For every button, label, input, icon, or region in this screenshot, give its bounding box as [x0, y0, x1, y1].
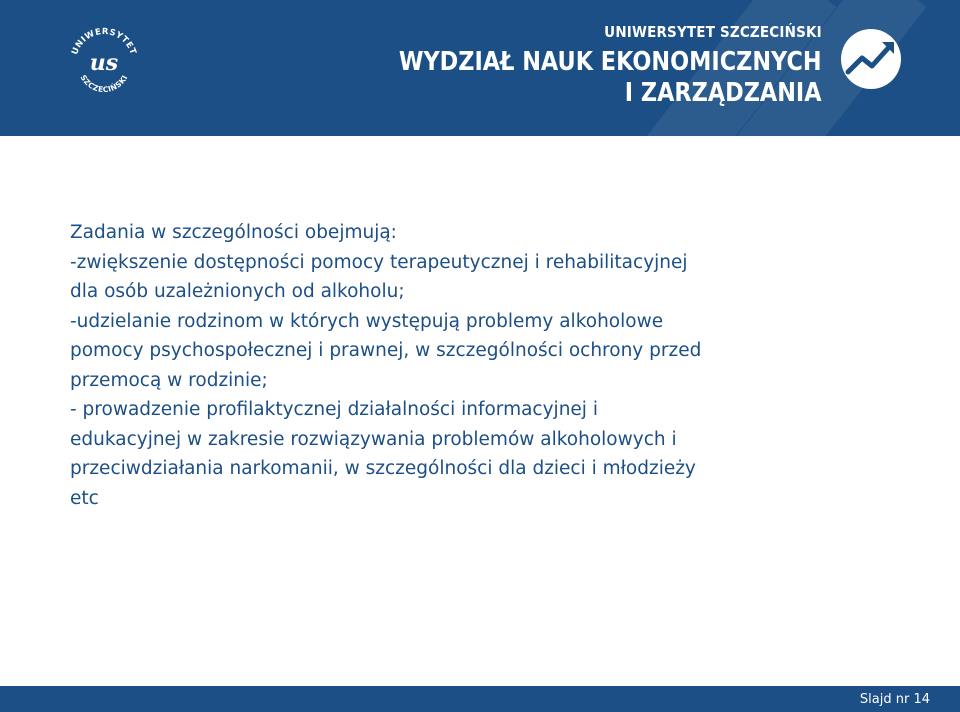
seal-monogram: us: [89, 50, 119, 76]
faculty-line-2: I ZARZĄDZANIA: [625, 78, 822, 108]
list-item: [70, 307, 830, 396]
slide-body: [70, 218, 830, 513]
text-line: - prowadzenie profilaktycznej działalności informacyjnej i: [70, 399, 598, 420]
list-item: [70, 395, 830, 513]
slide-heading: Zadania w szczególności obejmują:: [70, 222, 397, 243]
text-line: edukacyjnej w zakresie rozwiązywania problemów alkoholowych i: [70, 428, 677, 450]
university-name: UNIWERSYTET SZCZECIŃSKI: [604, 23, 822, 41]
list-item: [70, 248, 830, 307]
slide-number: Slajd nr 14: [859, 692, 930, 707]
text-line: przemocą w rodzinie;: [70, 369, 268, 391]
header-banner: [0, 0, 960, 136]
footer-bar: [0, 686, 960, 712]
text-line: pomocy psychospołecznej i prawnej, w szczególności ochrony przed: [70, 340, 702, 361]
text-line: przeciwdziałania narkomanii, w szczególności dla dzieci i młodzieży: [70, 458, 696, 479]
text-line: etc: [70, 487, 99, 509]
seal-text-bottom: SZCZECIŃSKI: [78, 73, 130, 95]
university-seal-icon: [66, 24, 142, 100]
faculty-line-1: WYDZIAŁ NAUK EKONOMICZNYCH: [399, 47, 822, 77]
seal-text-top: UNIWERSYTET: [70, 26, 138, 57]
text-line: -udzielanie rodzinom w których występują problemy alkoholowe: [70, 310, 664, 332]
faculty-logo-icon: [840, 28, 902, 90]
text-line: -zwiększenie dostępności pomocy terapeutycznej i rehabilitacyjnej: [70, 251, 688, 273]
text-line: dla osób uzależnionych od alkoholu;: [70, 281, 405, 302]
svg-text:SZCZECIŃSKI: [79, 73, 130, 94]
faculty-name: [399, 47, 822, 109]
